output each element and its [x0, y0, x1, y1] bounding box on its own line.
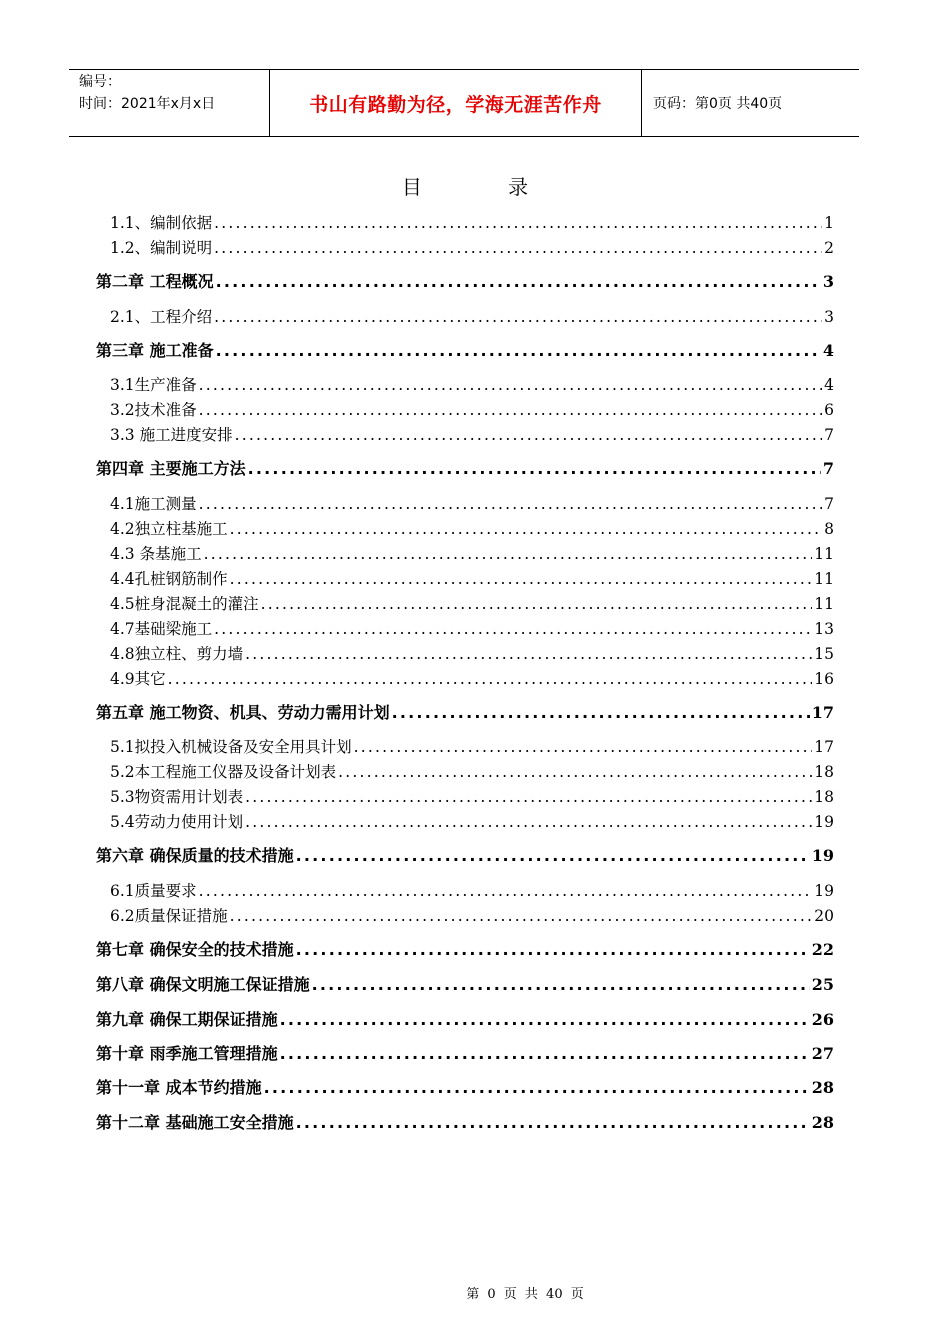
toc-entry[interactable]	[110, 735, 834, 759]
toc-leader-dots	[296, 1111, 810, 1135]
page-footer: 第 0 页 共 40 页	[466, 1287, 584, 1302]
toc-entry-page: 27	[811, 1044, 834, 1063]
toc-leader-dots	[199, 492, 822, 516]
toc-entry-page: 11	[814, 595, 834, 613]
toc-entry-label: 第八章 确保文明施工保证措施	[96, 975, 310, 994]
toc-leader-dots	[214, 211, 822, 235]
toc-entry-label: 1.2、编制说明	[110, 239, 213, 257]
toc-leader-dots	[216, 339, 821, 363]
toc-leader-dots	[168, 667, 813, 691]
toc-entry-page: 16	[814, 670, 834, 688]
toc-leader-dots	[296, 938, 810, 962]
toc-entry[interactable]	[96, 1042, 834, 1066]
toc-entry-label: 3.3 施工进度安排	[110, 426, 233, 444]
toc-entry[interactable]	[110, 211, 834, 235]
toc-leader-dots	[338, 760, 812, 784]
page-header	[69, 69, 859, 137]
toc-entry[interactable]	[110, 517, 834, 541]
toc-entry-page: 4	[824, 376, 834, 394]
toc-entry-page: 19	[814, 882, 834, 900]
toc-entry-page: 17	[811, 703, 834, 722]
toc-entry-page: 11	[814, 570, 834, 588]
toc-entry[interactable]	[110, 642, 834, 666]
toc-entry-page: 20	[814, 907, 834, 925]
toc-leader-dots	[280, 1008, 810, 1032]
toc-entry-label: 4.1施工测量	[110, 495, 197, 513]
toc-leader-dots	[354, 735, 813, 759]
toc-leader-dots	[280, 1042, 810, 1066]
toc-entry-page: 1	[824, 214, 834, 232]
toc-entry-page: 19	[811, 846, 834, 865]
toc-entry[interactable]	[96, 339, 834, 363]
toc-entry[interactable]	[96, 457, 834, 481]
toc-entry-label: 第九章 确保工期保证措施	[96, 1010, 278, 1029]
toc-leader-dots	[216, 270, 821, 294]
toc-entry[interactable]	[96, 1076, 834, 1100]
toc-leader-dots	[199, 398, 822, 422]
toc-entry-label: 4.3 条基施工	[110, 545, 202, 563]
toc-entry[interactable]	[110, 904, 834, 928]
toc-leader-dots	[248, 457, 821, 481]
toc-entry-label: 第五章 施工物资、机具、劳动力需用计划	[96, 703, 390, 722]
toc-entry-page: 18	[814, 763, 834, 781]
toc-entry[interactable]	[96, 938, 834, 962]
toc-entry-label: 3.1生产准备	[110, 376, 197, 394]
toc-entry-page: 2	[824, 239, 834, 257]
toc-entry-label: 1.1、编制依据	[110, 214, 213, 232]
toc-entry-label: 5.1拟投入机械设备及安全用具计划	[110, 738, 352, 756]
toc-entry-page: 15	[814, 645, 834, 663]
toc-entry[interactable]	[110, 373, 834, 397]
toc-entry-label: 第十二章 基础施工安全措施	[96, 1113, 294, 1132]
toc-entry[interactable]	[110, 592, 834, 616]
toc-entry[interactable]	[96, 1008, 834, 1032]
toc-entry-page: 7	[822, 459, 834, 478]
toc-entry-label: 5.3物资需用计划表	[110, 788, 244, 806]
toc-entry-label: 第十一章 成本节约措施	[96, 1078, 262, 1097]
toc-entry-label: 第十章 雨季施工管理措施	[96, 1044, 278, 1063]
toc-entry-label: 6.2质量保证措施	[110, 907, 228, 925]
toc-entry-page: 25	[811, 975, 834, 994]
toc-entry-label: 5.4劳动力使用计划	[110, 813, 244, 831]
toc-entry-label: 2.1、工程介绍	[110, 308, 213, 326]
toc-title: 目 录	[401, 175, 569, 199]
toc-entry[interactable]	[110, 879, 834, 903]
toc-leader-dots	[214, 617, 812, 641]
toc-entry-page: 26	[811, 1010, 834, 1029]
toc-leader-dots	[235, 423, 823, 447]
toc-leader-dots	[199, 373, 822, 397]
toc-leader-dots	[230, 567, 813, 591]
toc-entry-label: 4.8独立柱、剪力墙	[110, 645, 244, 663]
header-page-info: 页码：第0页 共40页	[653, 96, 783, 112]
toc-entry-page: 22	[811, 940, 834, 959]
toc-entry-label: 第二章 工程概况	[96, 272, 214, 291]
toc-entry-page: 4	[822, 341, 834, 360]
toc-entry[interactable]	[110, 785, 834, 809]
document-time-label: 时间：2021年x月x日	[79, 96, 216, 112]
header-page-cell	[642, 70, 859, 136]
toc-entry-label: 6.1质量要求	[110, 882, 197, 900]
toc-entry-page: 19	[814, 813, 834, 831]
toc-entry-label: 4.2独立柱基施工	[110, 520, 228, 538]
toc-entry-label: 第四章 主要施工方法	[96, 459, 246, 478]
toc-entry-page: 28	[811, 1113, 834, 1132]
toc-leader-dots	[214, 305, 822, 329]
toc-entry[interactable]	[110, 667, 834, 691]
toc-entry-label: 4.9其它	[110, 670, 166, 688]
toc-leader-dots	[392, 701, 810, 725]
toc-leader-dots	[199, 879, 813, 903]
header-motto-cell	[270, 70, 642, 136]
toc-leader-dots	[245, 785, 812, 809]
toc-entry[interactable]	[96, 701, 834, 725]
toc-leader-dots	[312, 973, 810, 997]
toc-entry-page: 3	[822, 272, 834, 291]
toc-leader-dots	[204, 542, 813, 566]
toc-entry-page: 18	[814, 788, 834, 806]
toc-entry[interactable]	[110, 398, 834, 422]
toc-entry[interactable]	[96, 973, 834, 997]
toc-entry-label: 第七章 确保安全的技术措施	[96, 940, 294, 959]
toc-leader-dots	[296, 844, 810, 868]
toc-entry-page: 7	[824, 426, 834, 444]
toc-entry[interactable]	[110, 810, 834, 834]
toc-entry-page: 7	[824, 495, 834, 513]
toc-entry-page: 17	[814, 738, 834, 756]
toc-leader-dots	[230, 904, 813, 928]
toc-entry-label: 4.4孔桩钢筋制作	[110, 570, 228, 588]
header-motto: 书山有路勤为径，学海无涯苦作舟	[309, 93, 602, 116]
toc-leader-dots	[261, 592, 813, 616]
header-meta-cell	[69, 70, 270, 136]
toc-entry[interactable]	[110, 305, 834, 329]
toc-entry-label: 4.5桩身混凝土的灌注	[110, 595, 259, 613]
toc-leader-dots	[245, 642, 812, 666]
toc-entry-page: 6	[824, 401, 834, 419]
toc-entry[interactable]	[110, 542, 834, 566]
toc-entry[interactable]	[96, 844, 834, 868]
toc-entry-label: 第六章 确保质量的技术措施	[96, 846, 294, 865]
toc-entry-page: 8	[824, 520, 834, 538]
document-number-label: 编号：	[79, 74, 121, 90]
toc-entry-page: 13	[814, 620, 834, 638]
toc-entry[interactable]	[110, 567, 834, 591]
toc-entry[interactable]	[110, 760, 834, 784]
toc-entry-label: 4.7基础梁施工	[110, 620, 213, 638]
toc-entry[interactable]	[110, 423, 834, 447]
toc-entry-label: 5.2本工程施工仪器及设备计划表	[110, 763, 337, 781]
toc-entry[interactable]	[96, 1111, 834, 1135]
toc-entry-page: 3	[824, 308, 834, 326]
toc-entry-label: 3.2技术准备	[110, 401, 197, 419]
toc-entry[interactable]	[96, 270, 834, 294]
toc-entry-page: 28	[811, 1078, 834, 1097]
toc-leader-dots	[214, 236, 822, 260]
toc-entry[interactable]	[110, 617, 834, 641]
toc-leader-dots	[264, 1076, 810, 1100]
toc-entry[interactable]	[110, 236, 834, 260]
toc-entry-page: 11	[814, 545, 834, 563]
toc-entry[interactable]	[110, 492, 834, 516]
toc-leader-dots	[230, 517, 822, 541]
toc-leader-dots	[245, 810, 812, 834]
toc-entry-label: 第三章 施工准备	[96, 341, 214, 360]
